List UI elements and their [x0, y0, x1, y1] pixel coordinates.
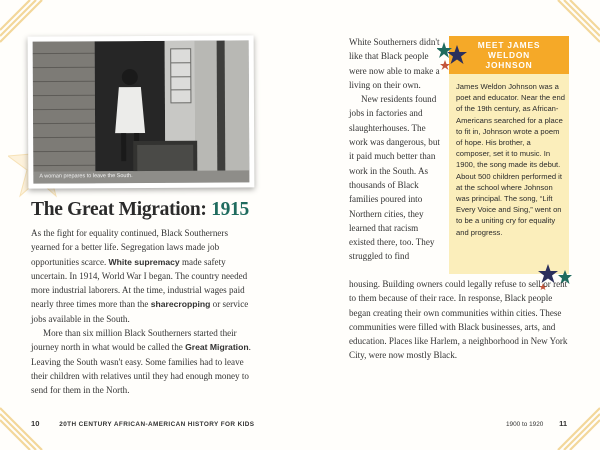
- historical-photo: [33, 40, 250, 183]
- sidebar-box: [449, 36, 569, 274]
- sidebar-body: James Weldon Johnson was a poet and educator. Near the end of the 19th century, as African-Americans searched for a place to fit in, Johnson wrote a poem of hope. His brother, a composer, set it to music. In 1900, the song made its debut. About 500 children performed it at the school where Johnson was principal. The song, “Lift Every Voice and Sing,” went on to be a uniting cry for equality and progress.: [456, 82, 565, 237]
- p1-text-a: As the fight for equality continued, Black Southerners yearned for a better life. Segregation laws made job opportunities scarce.: [31, 228, 228, 267]
- right-page-column: [349, 35, 444, 264]
- star-cluster-icon: [437, 40, 471, 70]
- p2-text-b: . Leaving the South wasn't easy. Some families had to leave their children with relatives until they had enough money to send for them in the North.: [31, 342, 251, 396]
- p1-text-b: made safety uncertain. In 1914, World War I began. The country needed more industrial laborers. At the time, industrial wages paid nearly three times more than the: [31, 256, 248, 310]
- right-paragraph-3: housing. Building owners could legally refuse to sell or rent to them because of their race. In response, Black people began creating their own communities within cities. These communities were filled with Black businesses, arts, and education. Places like Harlem, a neighborhood in New York City, were now mostly Black.: [349, 279, 568, 361]
- historical-photo-frame: [28, 35, 255, 188]
- term-great-migration: Great Migration: [185, 342, 249, 353]
- page-number-left: 10: [31, 419, 40, 428]
- page-number-right: 11: [559, 419, 568, 428]
- left-page-body: [31, 226, 255, 398]
- section-range: 1900 to 1920: [506, 421, 544, 428]
- section-heading: [31, 199, 249, 221]
- heading-text: The Great Migration:: [31, 199, 212, 220]
- right-paragraph-2: New residents found jobs in factories and slaughterhouses. The work was dangerous, but it paid much better than work in the South. As thousands of Black families poured into Northern cities, they learned that racism existed there, too. They struggled to find: [349, 94, 440, 262]
- photo-caption: A woman prepares to leave the South.: [39, 173, 133, 180]
- right-paragraph-1: White Southerners didn't like that Black people were now able to make a living on their own.: [349, 37, 440, 90]
- term-white-supremacy: White supremacy: [108, 256, 180, 267]
- footer-right: [506, 419, 567, 428]
- paragraph-1: [31, 226, 255, 326]
- p1-text-c: or service jobs available in the South.: [31, 299, 249, 324]
- sidebar-title: MEET JAMES WELDON JOHNSON: [477, 40, 541, 70]
- paragraph-2: [31, 326, 255, 397]
- book-title: 20TH CENTURY AFRICAN-AMERICAN HISTORY FOR KIDS: [59, 421, 255, 428]
- footer-left: [31, 419, 254, 428]
- term-sharecropping: sharecropping: [150, 299, 211, 310]
- heading-year: 1915: [211, 199, 249, 220]
- p2-text-a: More than six million Black Southerners started their journey north in what would be called the: [31, 328, 237, 353]
